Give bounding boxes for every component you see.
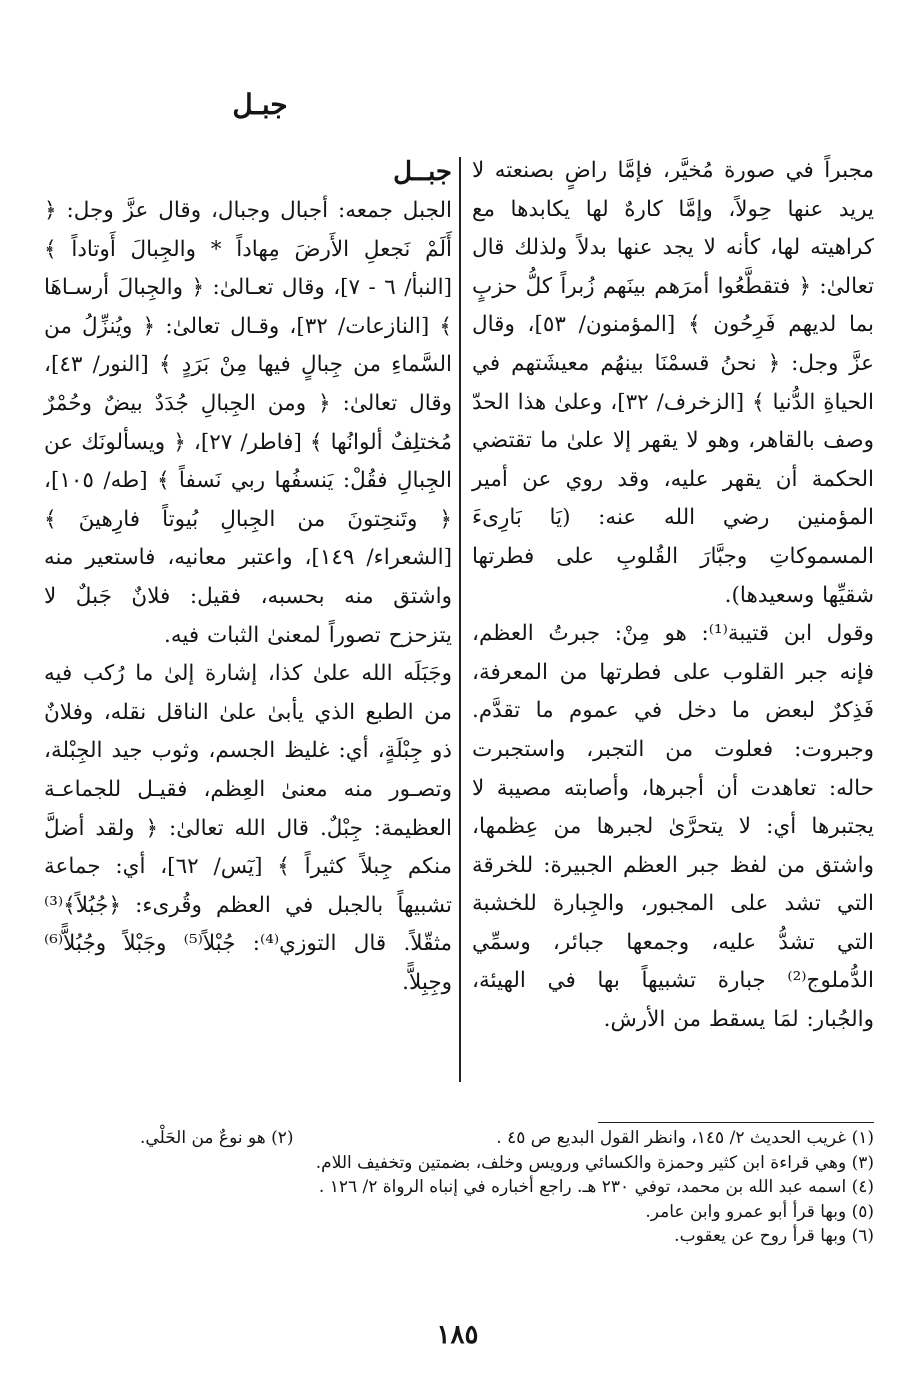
footnote-4: (٤) اسمه عبد الله بن محمد، توفي ٢٣٠ هـ. راجع أخباره في إنباه الرواة ٢/ ١٢٦ . bbox=[318, 1177, 874, 1197]
paragraph: مجبراً في صورة مُخيَّر، فإمَّا راضٍ بصنعته لا يريد عنها حِولاً، وإمَّا كارهٌ لها يكابدها مع كراهيته لها، كأنه لا يجد عنها بدلاً ولذلك قال تعالىٰ: ﴿ فتقطَّعُوا أمرَهم بينَهم زُبراً كلُّ حزبٍ بما لديهم فَرِحُون ﴾ [المؤمنون/ ٥٣]، وقال عزَّ وجل: ﴿ نحنُ قسمْنَا بينهُم معيشَتهم في الحياةِ الدُّنيا ﴾ [الزخرف/ ٣٢]، وعلىٰ هذا الحدّ وصف بالقاهر، وهو لا يقهر إلا علىٰ ما تقتضي الحكمة أن يقهر عليه، وقد روي عن أمير المؤمنين رضي الله عنه: (يَا بَارِىءَ المسموكاتِ وجبَّارَ القُلوبِ على فطرتها شقيِّها وسعيدها). bbox=[472, 158, 874, 608]
footnote-2: (٢) هو نوعٌ من الحَلْي. bbox=[140, 1128, 294, 1148]
paragraph: وقول ابن قتيبة⁽¹⁾: هو مِنْ: جبرتُ العظم، فإنه جبر القلوب على فطرتها من المعرفة، فَذِكرٌ لبعض ما دخل في عموم ما تقدَّم. وجبروت: فعلوت من التجبر، واستجبرت حاله: تعاهدت أن أجبرها، وأصابته مصيبة لا يجتبرها أي: لا يتحرَّىٰ لجبرها من عِظمها، واشتق من لفظ جبر العظم الجبيرة: للخرقة التي تشد على المجبور، والجِبارة للخشبة التي تشدُّ عليه، وجمعها جبائر، وسمِّي الدُّملوج⁽²⁾ جبارة تشبيهاً بها في الهيئة، والجُبار: لمَا يسقط من الأرش. bbox=[472, 621, 874, 1033]
page-header-title: جبـل bbox=[232, 88, 288, 121]
footnote-rule bbox=[598, 1122, 874, 1123]
page-number: ١٨٥ bbox=[436, 1320, 479, 1350]
paragraph: وجَبَلَه الله علىٰ كذا، إشارة إلىٰ ما رُكب فيه من الطبع الذي يأبىٰ علىٰ الناقل نقله، وفلانٌ ذو جِبْلَةٍ، أي: غليظ الجسم، وثوب جيد الجِبْلة، وتصـور منه معنىٰ العِظم، فقيـل للجماعـة العظيمة: جِبْلٌ. قال الله تعالىٰ: ﴿ ولقد أضلَّ منكم جِبلاً كثيراً ﴾ [يٓس/ ٦٢]، أي: جماعة تشبيهاً بالجبل في العظم وقُرىء: ﴿جُبُلاً﴾⁽³⁾ مثقّلاً. قال التوزي⁽⁴⁾: جُبْلاً⁽⁵⁾ وجَبْلاً وجُبُلاًّ⁽⁶⁾ وجِبِلاًّ. bbox=[44, 661, 453, 995]
paragraph: الجبل جمعه: أجبال وجبال، وقال عزَّ وجل: ﴿ أَلَمْ نَجعلِ الأَرضَ مِهاداً * والجِبالَ أَوتاداً ﴾ [النبأ/ ٦ - ٧]، وقال تعـالىٰ: ﴿ والجِبالَ أرسـاهَا ﴾ [النازعات/ ٣٢]، وقـال تعالىٰ: ﴿ ويُنزِّلُ من السَّماءِ من جِبالٍ فيها مِنْ بَرَدٍ ﴾ [النور/ ٤٣]، وقال تعالىٰ: ﴿ ومن الجِبالِ جُدَدٌ بيضٌ وحُمْرٌ مُختلِفٌ ألوانُها ﴾ [فاطر/ ٢٧]، ﴿ ويسألونَك عن الجِبالِ فقُلْ: يَنسفُها ربي نَسفاً ﴾ [طه/ ١٠٥]، ﴿ وتَنحِتونَ من الجِبالِ بُيوتاً فارِهينَ ﴾ [الشعراء/ ١٤٩]، واعتبر معانيه، فاستعير منه واشتق منه بحسبه، فقيل: فلانٌ جَبلٌ لا يتزحزح تصوراً لمعنىٰ الثبات فيه. bbox=[44, 198, 452, 648]
footnote-3: (٣) وهي قراءة ابن كثير وحمزة والكسائي ورويس وخلف، بضمتين وتخفيف اللام. bbox=[315, 1152, 874, 1173]
footnote-6: (٦) وبها قرأ روح عن يعقوب. bbox=[674, 1226, 874, 1246]
column-divider bbox=[459, 157, 461, 1082]
footnotes bbox=[44, 1126, 874, 1249]
entry-title: جبــل bbox=[393, 157, 452, 187]
left-column bbox=[44, 152, 452, 1002]
footnote-1: (١) غريب الحديث ٢/ ١٤٥، وانظر القول البديع ص ٤٥ . bbox=[496, 1128, 874, 1148]
right-column bbox=[472, 152, 874, 1040]
footnote-5: (٥) وبها قرأ أبو عمرو وابن عامر. bbox=[645, 1201, 874, 1222]
footnote-row bbox=[44, 1126, 874, 1151]
